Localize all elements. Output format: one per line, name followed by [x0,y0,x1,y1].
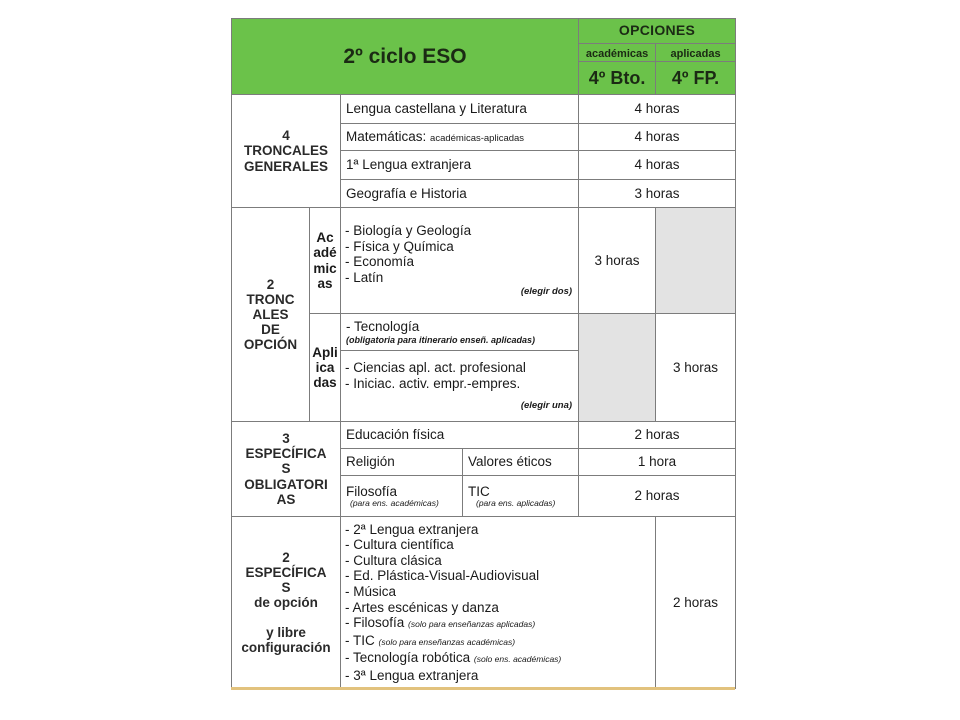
hours-cell: 2 horas [656,517,736,689]
list-item: - Latín [345,269,384,285]
hours-cell: 4 horas [579,95,736,124]
especificas-list [341,522,655,684]
hours-cell: 3 horas [656,314,736,422]
subject-row [341,124,579,151]
hours-cell: 2 horas [579,422,736,449]
subject-row: Educación física [341,422,579,449]
subgroup-aplicadas [310,314,341,422]
group-especificas-opcion [232,517,341,689]
hours-cell: 3 horas [579,180,736,208]
bottom-border-bar [231,687,735,690]
hours-cell: 4 horas [579,124,736,151]
shaded-cell [656,208,736,314]
subject-label: Geografía e Historia [346,185,467,201]
header-bto-cell [579,62,656,95]
group-troncales-generales [232,95,341,208]
subgroup-label: Apli ica das [312,344,338,391]
subject-tic [463,476,579,517]
academicas-list [341,223,578,285]
subject-label: 1ª Lengua extranjera [346,157,472,173]
subject-row [341,180,579,208]
shaded-cell [579,314,656,422]
group-label: 3 ESPECÍFICA S OBLIGATORI AS [244,431,328,507]
header-academicas: académicas [585,47,649,60]
group-troncales-opcion [232,208,310,422]
list-item: - Cultura científica [345,537,454,553]
subject-filosofia [341,476,463,517]
subject-row [341,95,579,124]
curriculum-table [231,18,736,689]
tecnologia-note: (obligatoria para itinerario enseñ. aplicadas) [346,334,536,345]
list-item: - Música [345,583,397,599]
subject-note: académicas-aplicadas [430,133,525,145]
hours-cell: 4 horas [579,151,736,180]
list-item: - Filosofía (solo para enseñanzas aplicadas) [345,615,536,631]
list-item: - Cultura clásica [345,552,442,568]
list-item: - Física y Química [345,238,454,254]
list-item: - 2ª Lengua extranjera [345,521,479,537]
especificas-subjects [341,517,656,689]
list-item: - Ed. Plástica-Visual-Audiovisual [345,568,540,584]
subject-label: Filosofía [346,483,398,499]
list-item: - Biología y Geología [345,223,472,238]
hours-cell: 2 horas [579,476,736,517]
header-aplicadas-cell [656,44,736,62]
list-item: - Artes escénicas y danza [345,599,499,615]
choose-note: (elegir una) [520,400,573,412]
list-item: - Ciencias apl. act. profesional [345,360,526,376]
subject-valores: Valores éticos [463,449,579,476]
list-item: - TIC (solo para enseñanzas académicas) [345,632,516,648]
list-item: - Iniciac. activ. empr.-empres. [345,375,521,391]
list-item: - Economía [345,254,415,270]
header-aplicadas: aplicadas [670,47,721,60]
header-opciones-cell [579,19,736,44]
choose-note: (elegir dos) [520,286,573,298]
list-item: - Tecnología robótica (solo ens. académicas) [345,650,562,666]
subgroup-academicas [310,208,341,314]
subgroup-label: Ac adé mic as [313,230,337,291]
subject-note: (para ens. académicas) [350,497,439,508]
header-opciones: OPCIONES [618,22,696,39]
subject-row [341,151,579,180]
header-academicas-cell [579,44,656,62]
aplicadas-subjects [341,351,579,422]
subject-religion: Religión [341,449,463,476]
group-label: 2 TRONC ALES DE OPCIÓN [243,276,298,353]
tecnologia-cell [341,314,579,351]
subject-label: TIC [468,483,490,499]
list-item: - 3ª Lengua extranjera [345,667,479,683]
header-fp-cell [656,62,736,95]
group-label: 4 TRONCALES GENERALES [243,128,328,174]
subject-label: Lengua castellana y Literatura [346,101,527,117]
header-bto: 4º Bto. [588,67,646,88]
header-fp: 4º FP. [671,67,720,88]
header-title-cell [232,19,579,95]
tecnologia-label: - Tecnología [346,319,420,335]
curriculum-document [231,18,735,688]
subject-label: Matemáticas: [346,129,427,145]
hours-cell: 1 hora [579,449,736,476]
academicas-subjects [341,208,579,314]
hours-cell: 3 horas [579,208,656,314]
group-label: 2 ESPECÍFICA S de opción y libre configuración [241,549,331,656]
group-especificas-obligatorias [232,422,341,517]
subject-note: (para ens. aplicadas) [476,497,556,508]
header-title: 2º ciclo ESO [343,44,467,68]
aplicadas-list [341,360,578,391]
